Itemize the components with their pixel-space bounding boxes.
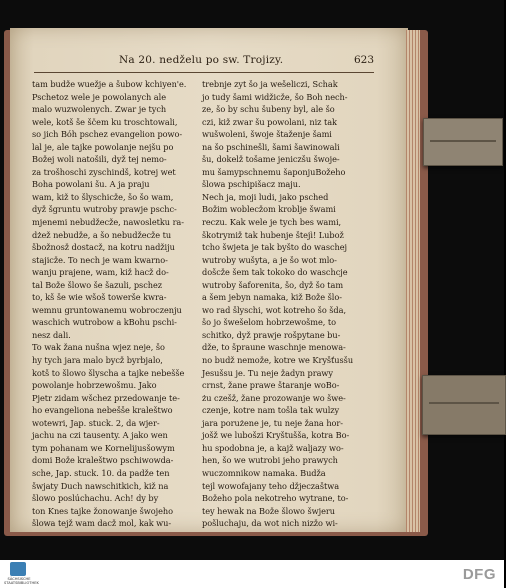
- text-line: dže, to špraune waschnje menowa-: [202, 342, 346, 353]
- text-line: Nech ja, moji ludi, jako psched: [202, 191, 329, 202]
- text-line: šwjaty Duch nawschitkich, kiž na: [32, 480, 169, 491]
- text-line: došcže šem tak tokoko do waschcje: [202, 267, 348, 278]
- text-line: wotewri, Jap. stuck. 2, da wjer-: [32, 417, 160, 428]
- text-line: schitko, dyž prawje rošpytane bu-: [202, 329, 341, 340]
- text-line: na šo pschinešli, šami šawinowali: [202, 141, 340, 152]
- text-line: wam, kiž to šlyschicže, šo šo wam,: [32, 191, 174, 202]
- text-line: Božej woli natošili, dyž tej nemo-: [32, 154, 167, 165]
- text-line: Božeho pola nekotreho wytrane, to-: [202, 493, 349, 504]
- text-line: jošž we lubošzi Kryštušša, kotra Bo-: [202, 430, 350, 441]
- page-number: 623: [353, 54, 374, 66]
- text-line: czi, kiž zwar šu powolani, niz tak: [202, 116, 337, 127]
- text-line: tym pohanam we Kornelijusšowym: [32, 442, 175, 453]
- text-line: to, kš še wie wšoš towerše kwra-: [32, 292, 167, 303]
- text-line: Jesušsu je. Tu neje žadyn prawy: [202, 367, 333, 378]
- page-header: [34, 54, 374, 72]
- text-line: To wak žana nušna wjez neje, šo: [32, 342, 165, 353]
- text-line: domi Bože kraleštwo pschiwowda-: [32, 455, 174, 466]
- text-line: mjenemi nebudžecže, nawosletku ra-: [32, 217, 184, 228]
- text-line: hu spodobna je, a kajž waljazy wo-: [202, 442, 344, 453]
- text-line: šlowo poslúchachu. Ach! dy by: [32, 493, 159, 504]
- text-line: stajicže. To nech je wam kwarno-: [32, 254, 168, 265]
- text-line: Pjetr zidam wšchez przedowanje te-: [32, 392, 180, 403]
- text-line: so jich Bóh pschez evangelion powo-: [32, 129, 183, 140]
- text-line: dżež nebudže, a šo nebudžecže tu: [32, 229, 172, 240]
- text-line: pošluchaju, da wot nich nizžo wi-: [202, 518, 338, 529]
- text-line: kotš to šlowo šlyscha a tajke nebešše: [32, 367, 185, 378]
- text-line: wo rad šlyschi, wot kotreho šo šda,: [202, 304, 346, 315]
- text-line: wutroby šaforenita, šo, dyž šo tam: [202, 279, 344, 290]
- text-column-left: [32, 78, 196, 529]
- library-logo-icon: [10, 562, 26, 576]
- text-line: Božim woblecžom kroblje šwami: [202, 204, 336, 215]
- text-line: czenje, kotre nam tošla tak wulzy: [202, 405, 340, 416]
- text-line: mu šamypschnemu šaponjuBožeho: [202, 166, 346, 177]
- text-line: jara porużene je, tu neje žana hor-: [202, 417, 343, 428]
- text-line: wemnu gruntowanemu wobroczenju: [32, 304, 182, 315]
- text-line: wanju prajene, wam, kiž hacž do-: [32, 267, 169, 278]
- text-line: wuczomnikow namaka. Budža: [202, 467, 326, 478]
- text-line: reczu. Kak wele je tych bes wami,: [202, 217, 342, 228]
- text-line: crnst, žane prawe štaranje woBo-: [202, 380, 340, 391]
- text-line: tey hewak na Bože šlowo šwjeru: [202, 505, 335, 516]
- text-line: tam budže wuežje a šubow kchiyen'e.: [32, 79, 187, 89]
- text-line: šlowa pschipišacz maju.: [202, 179, 301, 190]
- text-line: nesz dali.: [32, 329, 71, 340]
- text-line: a šem jebyn namaka, kiž Bože šlo-: [202, 292, 342, 303]
- dfg-logo: DFG: [462, 566, 496, 583]
- page-fore-edge: [406, 30, 420, 532]
- text-line: malo wuzwolenych. Zwar je tych: [32, 104, 167, 115]
- text-line: škotrymiž tak hubenje štejì! Lubož: [202, 229, 344, 240]
- text-line: żu czešž, žane prozowanje wo šwe-: [202, 392, 346, 403]
- text-line: sche, Jap. stuck. 10. da padže ten: [32, 467, 170, 478]
- running-head: Na 20. nedželu po sw. Trojizy.: [119, 54, 284, 66]
- text-line: tejl wowofajany teho džjeczaštwa: [202, 480, 340, 491]
- header-rule: [34, 72, 374, 73]
- text-line: dyž šgruntu wutroby prawje pschc-: [32, 204, 177, 215]
- text-line: šu, dokelž tošame jeniczšu šwoje-: [202, 154, 340, 165]
- text-line: wušwoleni, šwoje štaženje šami: [202, 129, 332, 140]
- clasp-strap-upper: [423, 118, 503, 166]
- text-line: no budž nemože, kotre we Kryšťusšu: [202, 355, 354, 366]
- text-line: ho evangeliona nebešše kraleštwo: [32, 405, 173, 416]
- text-line: Boha powolani šu. A ja praju: [32, 179, 150, 190]
- text-line: wutroby wušyta, a je šo wot mlo-: [202, 254, 337, 265]
- text-line: trebnje zyt šo ja wešeliczi, Schak: [202, 79, 338, 89]
- text-line: jo tudy šami widžicže, šo Boh nech-: [202, 91, 348, 102]
- text-line: šo jo šwešelom hobrzewošme, to: [202, 317, 337, 328]
- library-logo-text: SÄCHSISCHE STAATSBIBLIOTHEK: [4, 577, 39, 585]
- text-line: šlowa tejž wam dacž mol, kak wu-: [32, 518, 172, 529]
- text-line: wele, kotš še ščem ku troschtowali,: [32, 116, 178, 127]
- text-line: Pschetoz wele je powolanych ale: [32, 91, 166, 102]
- library-logo: [4, 562, 39, 586]
- text-line: ze, šo by schu šubeny byl, ale šo: [202, 104, 335, 115]
- text-line: jachu na czi tausenty. A jako wen: [32, 430, 168, 441]
- clasp-strap-lower: [422, 375, 506, 435]
- text-line: hy tych jara malo bycž byrbjalo,: [32, 355, 163, 366]
- text-line: hen, šo we wutrobi jeho prawych: [202, 455, 338, 466]
- footer-bar: [0, 560, 504, 588]
- text-line: lal je, ale tajke powolanje nejšu po: [32, 141, 174, 152]
- text-line: ton Knes tajke žonowanje šwojeho: [32, 505, 173, 516]
- text-line: tcho šwjeta je tak byšto do waschej: [202, 242, 348, 253]
- text-line: tal Bože šlowo še šazuli, pschez: [32, 279, 163, 290]
- text-line: powolanje hobrzewošmu. Jako: [32, 380, 157, 391]
- text-line: šbožnosž dostacž, na kotru nadžiju: [32, 242, 175, 253]
- text-line: za trošhoschi zyschindš, kotrej wet: [32, 166, 176, 177]
- text-line: waschich wutrobow a kBohu pschi-: [32, 317, 177, 328]
- text-column-right: [202, 78, 366, 529]
